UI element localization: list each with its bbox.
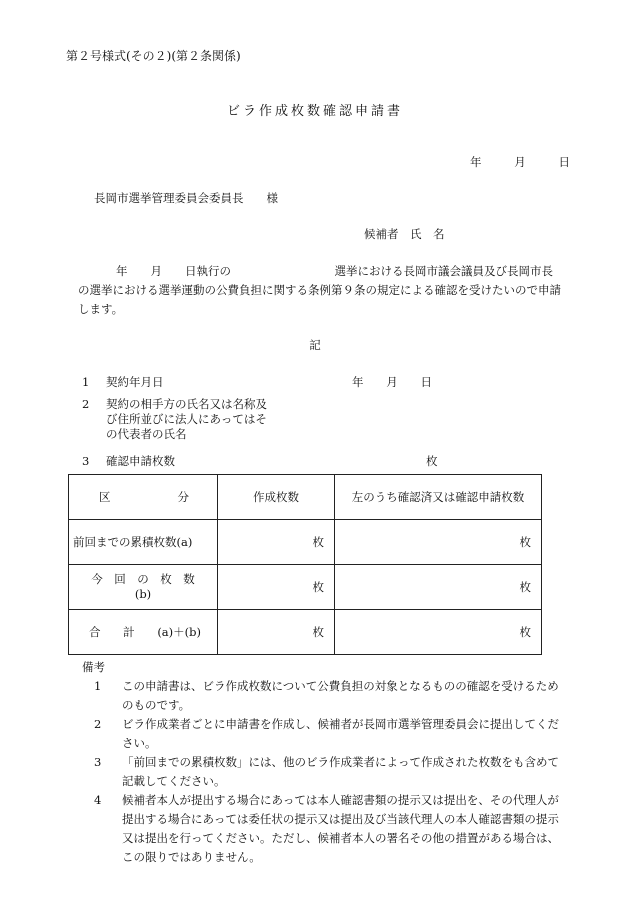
table-row — [69, 565, 542, 610]
note-number: 2 — [94, 717, 102, 731]
contract-date-value — [352, 374, 432, 390]
item-number: 2 — [82, 397, 90, 411]
note-item — [82, 715, 562, 753]
item-label: 確認申請枚数 — [106, 454, 175, 468]
row-confirmed-unit: 枚 — [335, 610, 542, 655]
note-item — [82, 791, 562, 867]
table-row — [69, 610, 542, 655]
row-label-part: (a)＋(b) — [157, 625, 201, 639]
item-number: 3 — [82, 454, 90, 468]
note-text: 候補者本人が提出する場合にあっては本人確認書類の提示又は提出を、その代理人が提出する場合にあっては委任状の提示又は提出及び当該代理人の本人確認書類の提示又は提出を行ってください。ただし、候補者本人の署名その他の措置がある場合は、この限りではありません。 — [122, 793, 559, 864]
row-created-unit: 枚 — [218, 565, 335, 610]
header-category — [69, 475, 218, 520]
notes-heading: 備考 — [82, 660, 105, 674]
header-created-count: 作成枚数 — [218, 475, 335, 520]
application-statement-text: 年 月 日執行の 選挙における長岡市議会議員及び長岡市長の選挙における選挙運動の公費負担に関する条例第９条の規定による確認を受けたいので申請します。 — [78, 264, 561, 316]
row-created-unit: 枚 — [218, 610, 335, 655]
application-statement — [78, 262, 564, 319]
addressee: 長岡市選挙管理委員会委員長 様 — [94, 191, 278, 205]
row-label-line: 今 回 の 枚 数 — [91, 572, 195, 586]
row-label-line: (b) — [134, 587, 152, 601]
item-number: 1 — [82, 375, 90, 389]
contract-year: 年 — [352, 375, 364, 389]
header-category-part: 区 — [99, 490, 111, 504]
document-title: ビラ作成枚数確認申請書 — [226, 104, 403, 119]
note-text: ビラ作成業者ごとに申請書を作成し、候補者が長岡市選挙管理委員会に提出してください。 — [122, 717, 559, 750]
date-year: 年 — [470, 155, 482, 169]
ki-heading: 記 — [309, 338, 321, 352]
item-label: 契約年月日 — [106, 375, 164, 389]
note-item — [82, 753, 562, 791]
item-label: 契約の相手方の氏名又は名称及び住所並びに法人にあってはその代表者の氏名 — [106, 397, 267, 441]
candidate-name-line: 候補者 氏 名 — [364, 227, 445, 241]
note-number: 1 — [94, 679, 102, 693]
note-text: この申請書は、ビラ作成枚数について公費負担の対象となるものの確認を受けるためのものです。 — [122, 679, 559, 712]
row-label-part: 合 — [89, 625, 101, 639]
row-label: 前回までの累積枚数(a) — [69, 520, 218, 565]
row-label — [69, 565, 218, 610]
header-confirmed-count: 左のうち確認済又は確認申請枚数 — [335, 475, 542, 520]
row-label — [69, 610, 218, 655]
date-line — [470, 154, 570, 170]
row-created-unit: 枚 — [218, 520, 335, 565]
table-header-row — [69, 475, 542, 520]
note-item — [82, 677, 562, 715]
item-contract-date — [82, 374, 164, 390]
requested-count-unit: 枚 — [426, 454, 438, 468]
note-number: 4 — [94, 793, 102, 807]
row-label-part: 計 — [123, 625, 135, 639]
date-day: 日 — [558, 155, 570, 169]
note-number: 3 — [94, 755, 102, 769]
contract-day: 日 — [420, 375, 432, 389]
date-month: 月 — [514, 155, 526, 169]
item-contractor — [82, 397, 274, 442]
notes-section — [82, 658, 562, 867]
row-confirmed-unit: 枚 — [335, 565, 542, 610]
note-text: 「前回までの累積枚数」には、他のビラ作成業者によって作成された枚数をも含めて記載してください。 — [122, 755, 559, 788]
count-table — [68, 474, 542, 655]
header-category-part: 分 — [177, 490, 189, 504]
row-confirmed-unit: 枚 — [335, 520, 542, 565]
table-row — [69, 520, 542, 565]
form-number: 第２号様式(その２)(第２条関係) — [66, 49, 241, 63]
contract-month: 月 — [386, 375, 398, 389]
item-requested-count — [82, 453, 175, 469]
